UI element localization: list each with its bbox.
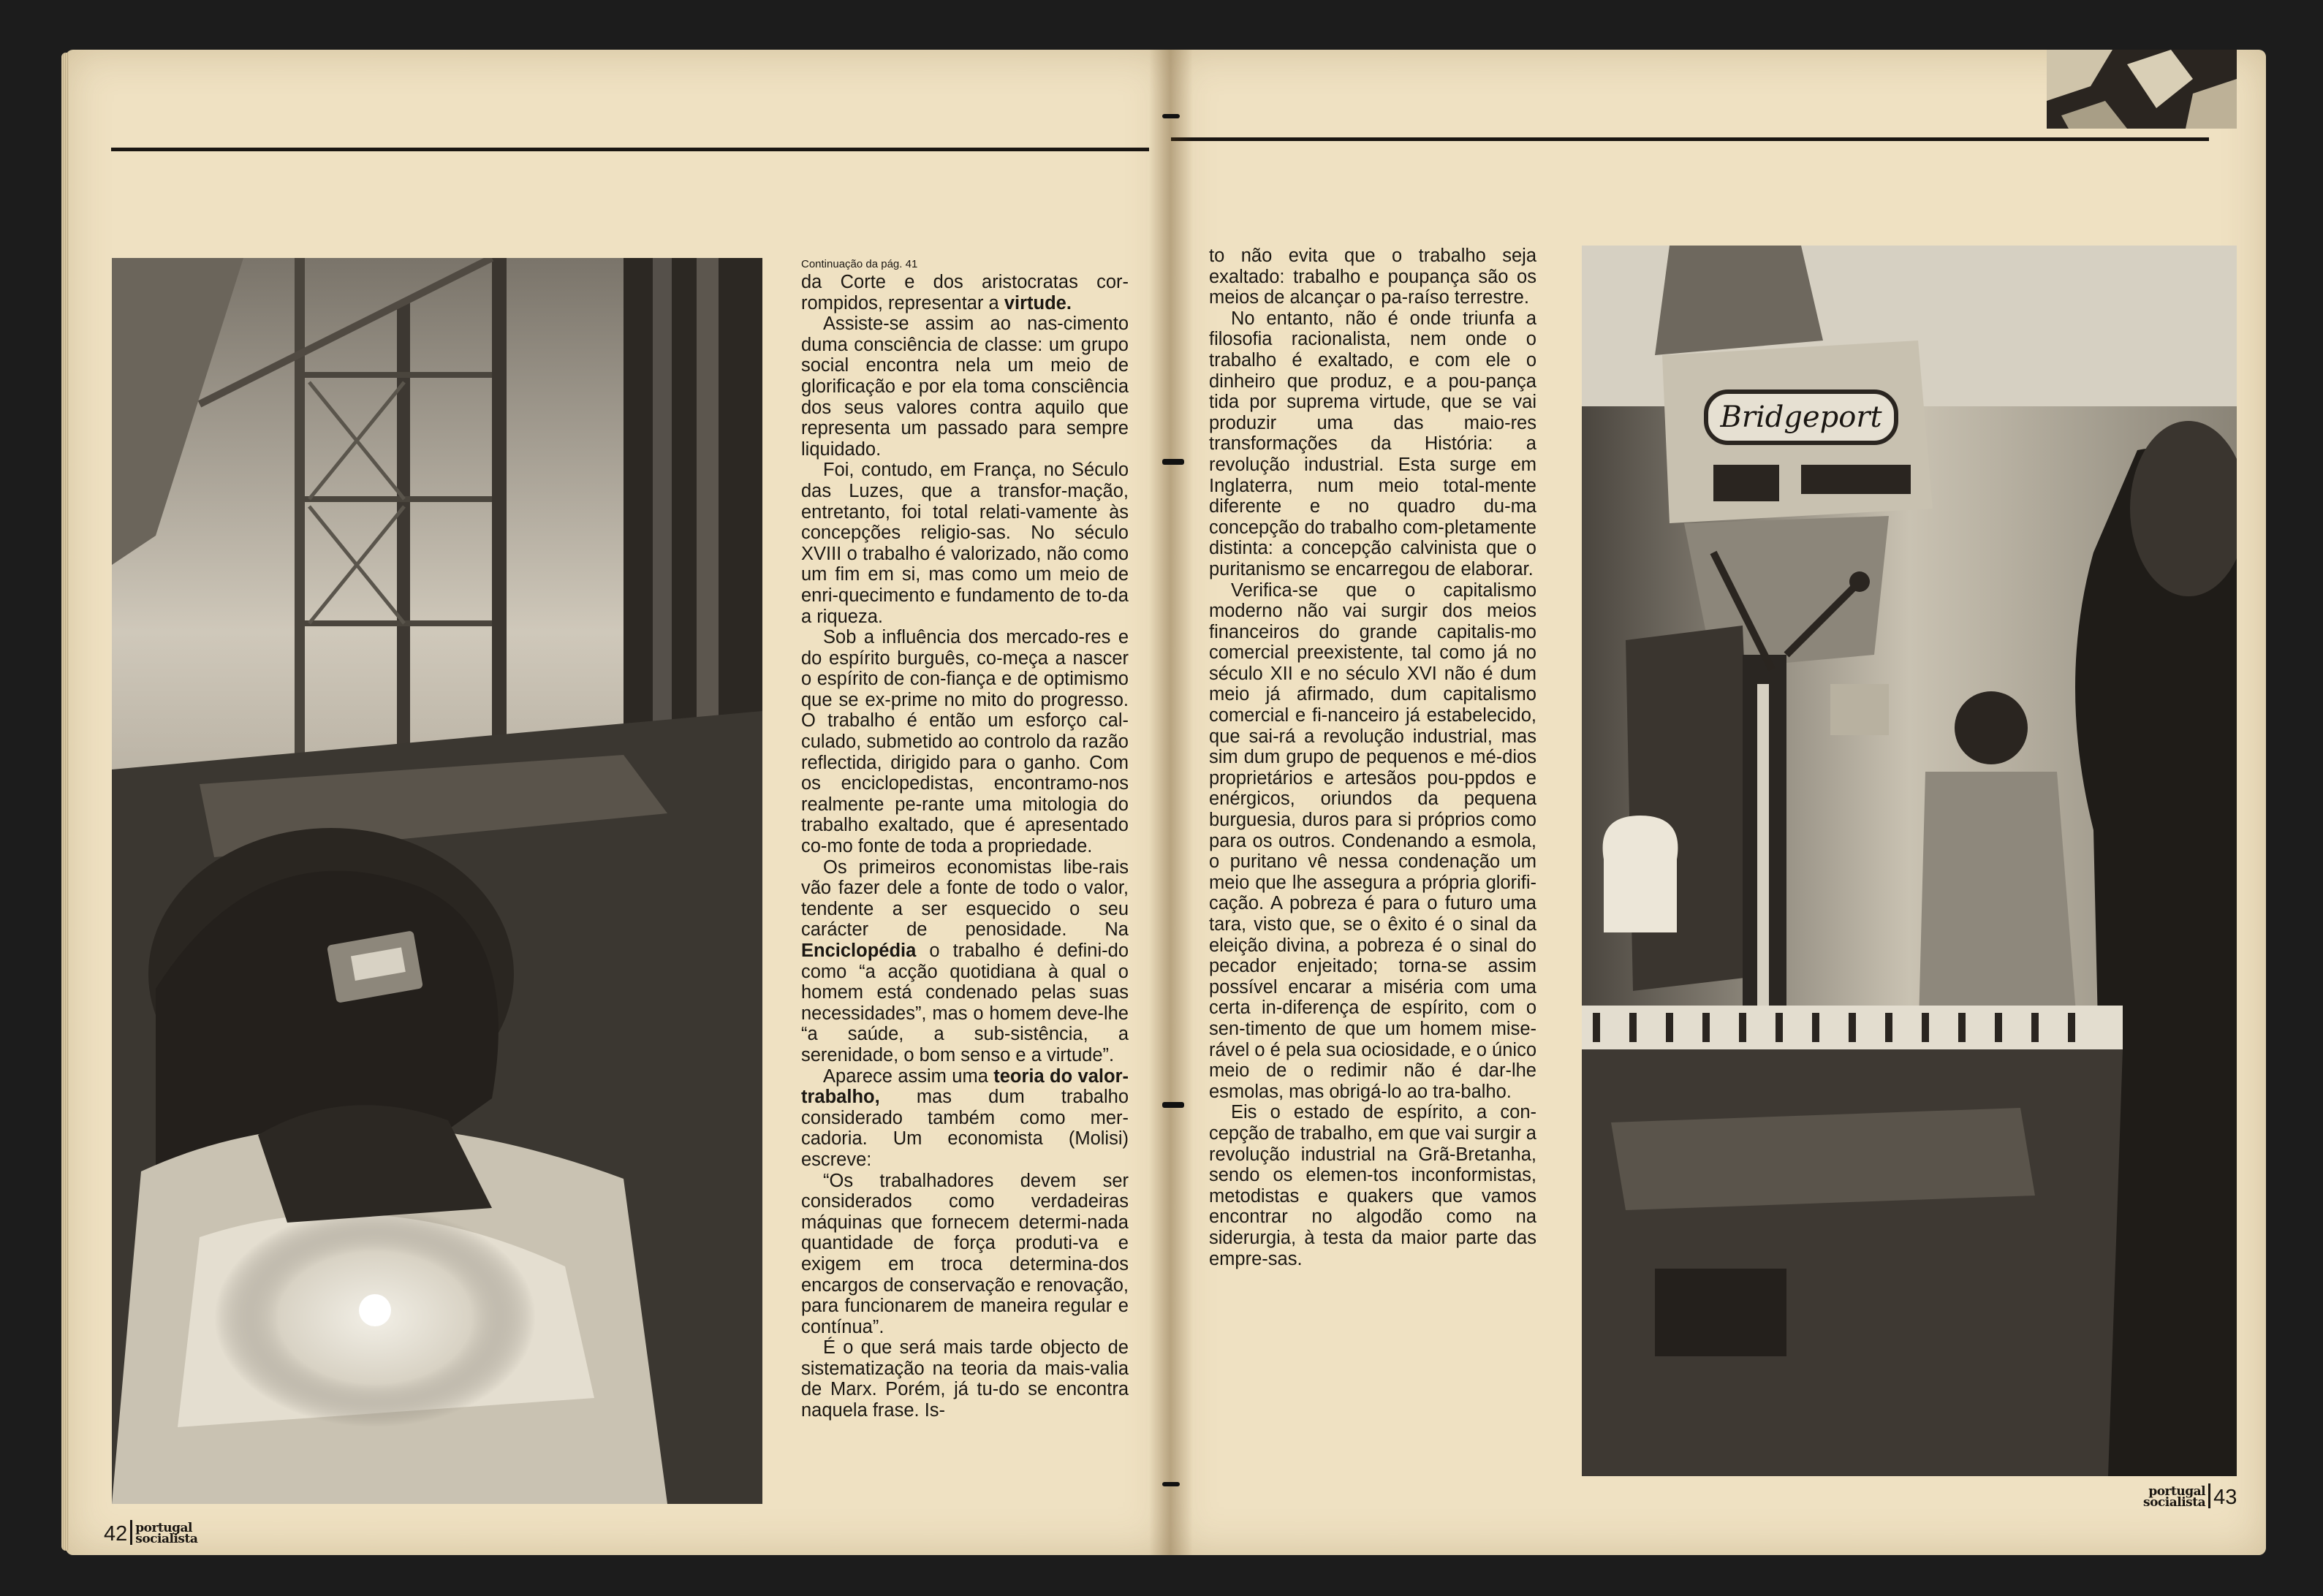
paragraph-verifica: Verifica-se que o capitalismo moderno não vai surgir dos meios financeiros do grande capitalis-mo comercial preexistente, tal como já no século XII e no século XVI não é dum meio já afirmado, dum capitalismo comercial e fi-nanceiro já estabelecido, que sai-rá a revolução industrial, mas sim dum grupo de pequenos e mé-dios proprietários e artesãos pou-ppdos e enérgicos, oriundos da pequena burguesia, duros para si próprios como para os outros. Condenando a esmola, o puritano vê nessa condenação um meio que lhe assegura a própria glorifi-cação. A pobreza é para o futuro uma tara, visto que, se o êxito é o sinal da eleição divina, a pobreza é o sinal do pecador enjeitado; torna-se assim possível encarar a miséria com uma certa in-diferença de espírito, com o sen-timento de que um homem mise-rável o é pela sua ociosidade, e o único meio de o redimir não é dar-lhe esmolas, mas obrigá-lo ao tra-balho. (1209, 580, 1536, 1102)
left-page (66, 50, 1171, 1555)
paragraph-intro (801, 272, 1129, 314)
masthead-left (135, 1523, 197, 1545)
economists-bold: Enciclopédia (801, 940, 917, 961)
intro-text: da Corte e dos aristocratas cor-rompidos, representar a (801, 272, 1129, 314)
magazine-spread (66, 50, 2266, 1555)
binding-staple-bottom (1162, 1482, 1180, 1486)
economists-text-1: Os primeiros economistas libe-rais vão fazer dele a fonte de todo o valor, tendente a ser esquecido o seu carácter de penosidade. Na (801, 856, 1129, 940)
folio-divider (130, 1520, 132, 1545)
top-rule (111, 148, 1149, 151)
folio-divider-right (2208, 1483, 2210, 1508)
theory-text-2: mas dum trabalho considerado também como mer-cadoria. Um economista (Molisi) escreve: (801, 1087, 1129, 1170)
masthead-left-line2: socialista (135, 1532, 198, 1546)
milling-machine-photo (1582, 246, 2237, 1476)
spine-gutter (1149, 50, 1193, 1555)
masthead-left-line1: portugal (135, 1521, 193, 1535)
corner-photo-image (2047, 50, 2237, 129)
paragraph-assiste: Assiste-se assim ao nas-cimento duma consciência de classe: um grupo social encontra nela um meio de glorificação e por ela toma consciência dos seus valores contra aquilo que representa um passado para sempre liquidado. (801, 314, 1129, 460)
paragraph-to: to não evita que o trabalho seja exaltado: trabalho e poupança são os meios de alcançar o pa-raíso terrestre. (1209, 246, 1536, 308)
machine-brand-label: Bridgeport (1720, 400, 1882, 434)
binding-staple-lower (1162, 1102, 1184, 1108)
left-folio (104, 1520, 197, 1545)
paragraph-marx: É o que será mais tarde objecto de sistematização na teoria da mais-valia de Marx. Porém, já tu-do se encontra naquela frase. Is- (801, 1337, 1129, 1421)
page-edge-stack (61, 53, 69, 1551)
economists-text-2: o trabalho é defini-do como “a acção quotidiana à qual o homem está condenado pelas suas necessidades”, mas o homem deve-lhe “a saúde, a sub-sistência, a serenidade, o bom senso e a virtude”. (801, 940, 1129, 1065)
theory-bold: teoria do valor-trabalho, (801, 1065, 1129, 1108)
page-number-left: 42 (104, 1522, 128, 1546)
right-folio (2143, 1483, 2237, 1508)
binding-staple-top (1162, 114, 1180, 118)
paragraph-quote: “Os trabalhadores devem ser considerados como verdadeiras máquinas que fornecem determi-nada quantidade de força produti-va e exigem em troca determina-dos encargos de conservação e renovação, para funcionarem de maneira regular e contínua”. (801, 1170, 1129, 1337)
binding-staple-mid (1162, 459, 1184, 465)
theory-text-1: Aparece assim uma (823, 1065, 994, 1087)
welder-photo-image (112, 258, 762, 1504)
paragraph-entanto: No entanto, não é onde triunfa a filosofia racionalista, nem onde o trabalho é exaltado, e com ele o dinheiro que produz, e a pou-pança tida por suprema virtude, que se vai produzir uma das maio-res transformações da História: a revolução industrial. Esta surge em Inglaterra, num meio total-mente diferente e no quadro du-ma concepção do trabalho com-pletamente distinta: a concepção calvinista que o puritanismo se encarregou de elaborar. (1209, 308, 1536, 580)
intro-bold: virtude. (1004, 292, 1072, 314)
welder-photo (112, 258, 762, 1504)
paragraph-franca: Foi, contudo, em França, no Século das Luzes, que a transfor-mação, entretanto, foi total relati-vamente às concepções religio-sas. No século XVIII o trabalho é valorizado, não como um fim em si, mas como um meio de enri-quecimento e fundamento de to-da a riqueza. (801, 460, 1129, 627)
masthead-right-line1: portugal (2148, 1484, 2206, 1499)
page-number-right: 43 (2213, 1486, 2237, 1509)
top-rule-right (1171, 137, 2209, 141)
continuation-note: Continuação da pág. 41 (801, 258, 918, 270)
paragraph-eis: Eis o estado de espírito, a con-cepção de trabalho, em que vai surgir a revolução industrial na Grã-Bretanha, sendo os elemen-tos inconformistas, metodistas e quakers que vamos encontrar no algodão como na siderurgia, à testa da maior parte das empre-sas. (1209, 1102, 1536, 1269)
article-column-1 (801, 257, 1129, 1421)
milling-machine-photo-image (1582, 246, 2237, 1476)
right-page (1171, 50, 2266, 1555)
paragraph-influencia: Sob a influência dos mercado-res e do espírito burguês, co-meça a nascer o espírito de con-fiança e de optimismo que se ex-prime no mito do progresso. O trabalho é então um esforço cal-culado, submetido ao controlo da razão reflectida, dirigido para o ganho. Com os enciclopedistas, encontramo-nos realmente pe-rante uma mitologia do trabalho exaltado, que é apresentado co-mo fonte de toda a propriedade. (801, 627, 1129, 857)
paragraph-theory (801, 1066, 1129, 1171)
masthead-right (2143, 1486, 2205, 1508)
corner-photo (2047, 50, 2237, 129)
paragraph-economists (801, 857, 1129, 1066)
article-column-2 (1209, 246, 1536, 1269)
masthead-right-line2: socialista (2143, 1495, 2206, 1510)
